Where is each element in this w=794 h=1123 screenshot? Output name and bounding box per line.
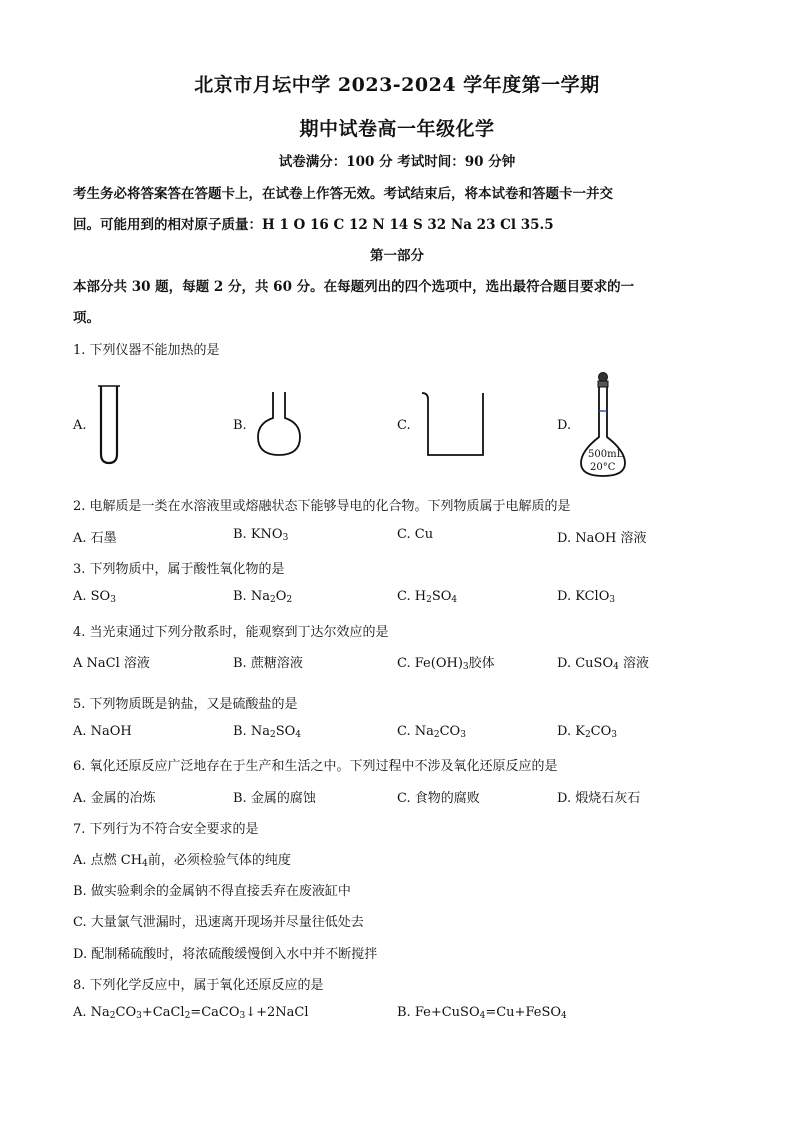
q4-option-d: D. CuSO$_4$ 溶液 bbox=[557, 656, 649, 672]
q6-option-a: A. 金属的冶炼 bbox=[73, 791, 156, 806]
question-4-stem: 4. 当光束通过下列分散系时，能观察到丁达尔效应的是 bbox=[73, 625, 389, 640]
exam-info: 试卷满分：100 分 考试时间：90 分钟 bbox=[278, 154, 516, 170]
notice-line-2: 回。可能用到的相对原子质量：H 1 O 16 C 12 N 14 S 32 Na 23 Cl 35.5 bbox=[73, 217, 554, 233]
q6-option-d: D. 煅烧石灰石 bbox=[557, 791, 641, 806]
beaker-icon bbox=[419, 389, 489, 459]
q6-option-c: C. 食物的腐败 bbox=[397, 791, 480, 806]
q1-option-d: D. bbox=[557, 418, 572, 433]
flask-volume-label: 500mL bbox=[588, 449, 624, 460]
q5-option-d: D. $K_2CO_3$ bbox=[557, 724, 618, 740]
q5-option-a: A. NaOH bbox=[73, 724, 132, 739]
section-title: 第一部分 bbox=[370, 248, 424, 264]
flask-temp-label: 20°C bbox=[590, 462, 616, 473]
question-5-stem: 5. 下列物质既是钠盐，又是硫酸盐的是 bbox=[73, 697, 298, 712]
q5-option-c: C. $Na_2CO_3$ bbox=[397, 724, 466, 740]
q1-option-c: C. bbox=[397, 418, 411, 433]
q2-option-b: B. $KNO_3$ bbox=[233, 527, 289, 543]
section-instruction-1: 本部分共 30 题，每题 2 分，共 60 分。在每题列出的四个选项中，选出最符合题目要求的一 bbox=[73, 279, 635, 295]
q1-option-a: A. bbox=[73, 418, 87, 433]
question-2-stem: 2. 电解质是一类在水溶液里或熔融状态下能够导电的化合物。下列物质属于电解质的是 bbox=[73, 499, 571, 514]
q1-option-b: B. bbox=[233, 418, 247, 433]
q8-option-a: A. $Na_2CO_3+CaCl_2=CaCO_3↓+2NaCl$ bbox=[73, 1005, 309, 1021]
q8-option-b: B. Fe+CuSO$_4$=Cu+FeSO$_4$ bbox=[397, 1005, 567, 1021]
q7-option-b: B. 做实验剩余的金属钠不得直接丢弃在废液缸中 bbox=[73, 884, 351, 899]
question-8-stem: 8. 下列化学反应中，属于氧化还原反应的是 bbox=[73, 978, 324, 993]
question-7-stem: 7. 下列行为不符合安全要求的是 bbox=[73, 822, 259, 837]
q6-option-b: B. 金属的腐蚀 bbox=[233, 791, 316, 806]
q3-option-c: C. $H_2SO_4$ bbox=[397, 589, 458, 605]
q7-option-c: C. 大量氯气泄漏时，迅速离开现场并尽量往低处去 bbox=[73, 915, 364, 930]
question-6-stem: 6. 氧化还原反应广泛地存在于生产和生活之中。下列过程中不涉及氧化还原反应的是 bbox=[73, 759, 558, 774]
q3-option-b: B. $Na_2O_2$ bbox=[233, 589, 293, 605]
test-tube-icon bbox=[96, 384, 122, 466]
q2-option-a: A. 石墨 bbox=[73, 531, 117, 546]
q7-option-a: A. 点燃 $CH_4$前，必须检验气体的纯度 bbox=[73, 853, 291, 869]
round-bottom-flask-icon bbox=[254, 390, 304, 458]
exam-title: 北京市月坛中学 2023-2024 学年度第一学期 bbox=[194, 74, 600, 96]
q2-option-d: D. NaOH 溶液 bbox=[557, 531, 647, 546]
q3-option-a: A. $SO_3$ bbox=[73, 589, 116, 605]
q2-option-c: C. Cu bbox=[397, 527, 434, 542]
q4-option-c: C. $Fe(OH)_3$胶体 bbox=[397, 656, 495, 672]
exam-subtitle: 期中试卷高一年级化学 bbox=[299, 118, 495, 140]
question-1-stem: 1. 下列仪器不能加热的是 bbox=[73, 343, 220, 358]
section-instruction-2: 项。 bbox=[73, 310, 100, 326]
q4-option-a: A NaCl 溶液 bbox=[73, 656, 150, 671]
q4-option-b: B. 蔗糖溶液 bbox=[233, 656, 303, 671]
q7-option-d: D. 配制稀硫酸时，将浓硫酸缓慢倒入水中并不断搅拌 bbox=[73, 947, 378, 962]
notice-line-1: 考生务必将答案答在答题卡上，在试卷上作答无效。考试结束后，将本试卷和答题卡一并交 bbox=[73, 186, 613, 202]
q3-option-d: D. KClO$_3$ bbox=[557, 589, 616, 605]
question-3-stem: 3. 下列物质中，属于酸性氧化物的是 bbox=[73, 562, 285, 577]
q5-option-b: B. $Na_2SO_4$ bbox=[233, 724, 301, 740]
